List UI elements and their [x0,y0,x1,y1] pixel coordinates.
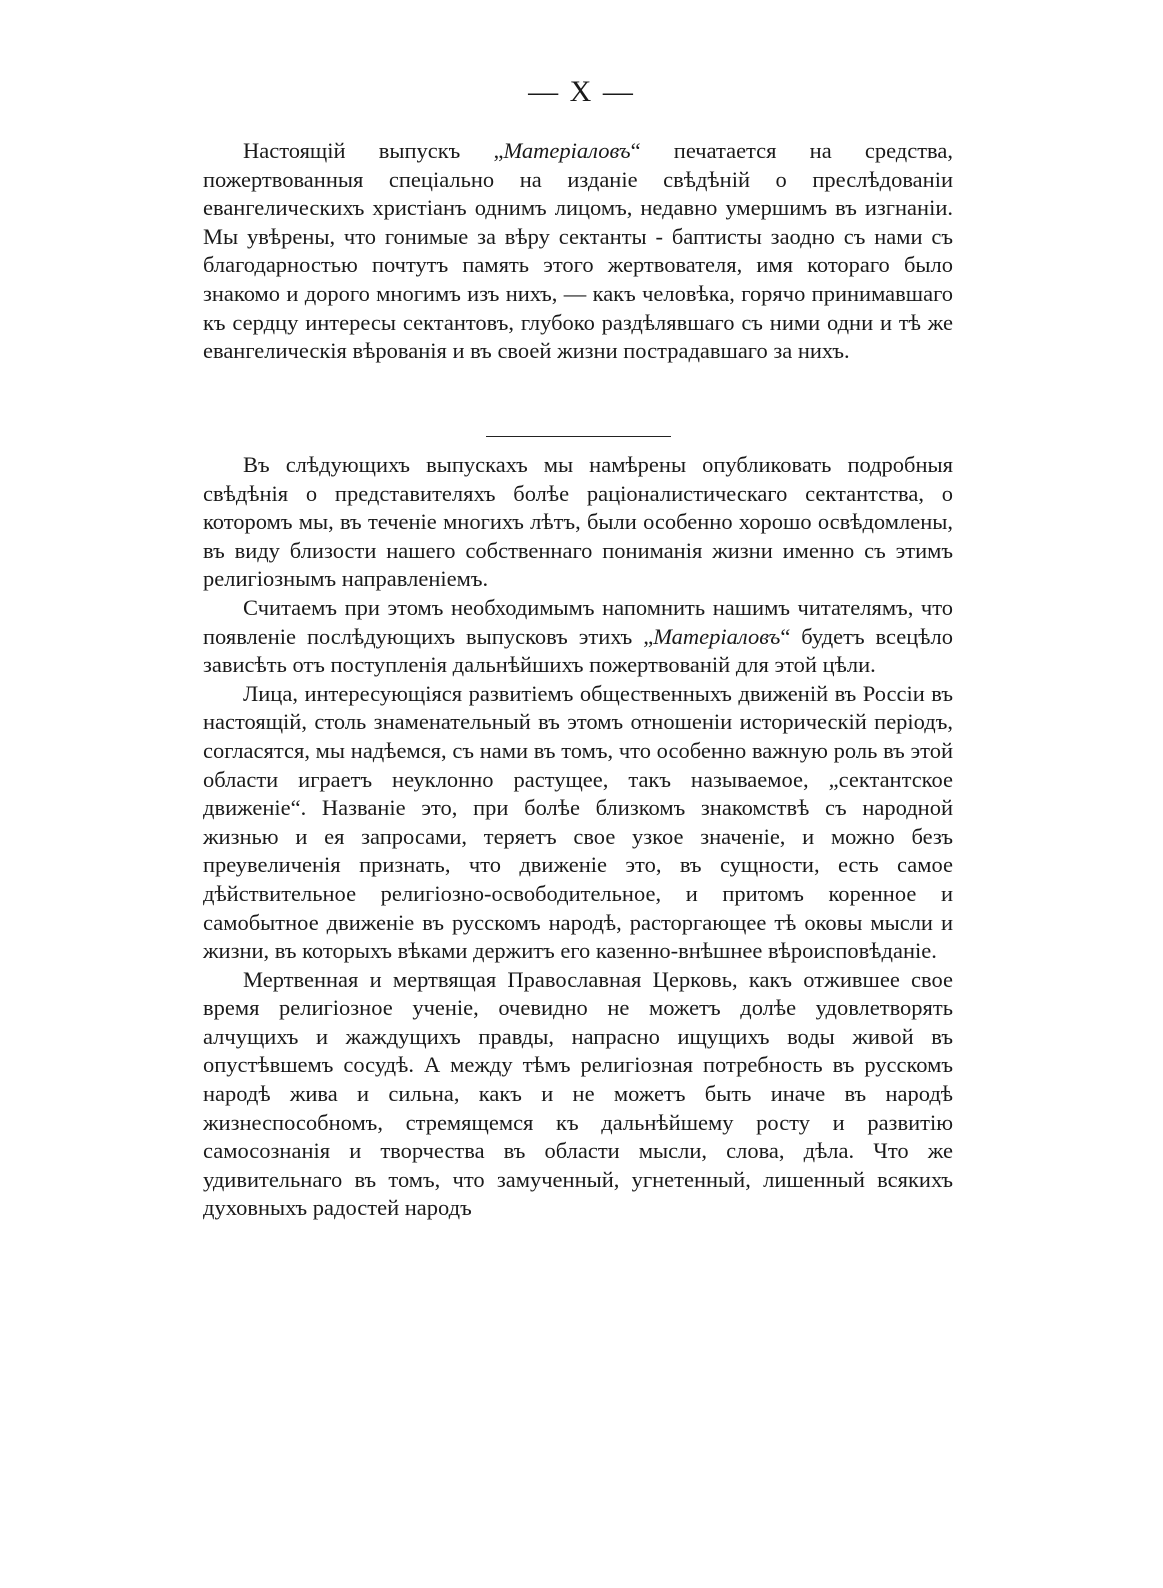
section-divider [486,436,671,437]
paragraph-next-issues: Въ слѣдующихъ выпускахъ мы намѣрены опубликовать подробныя свѣдѣнія о представителяхъ болѣе раціоналистическаго сектантства, о которомъ мы, въ теченіе многихъ лѣтъ, были особенно хорошо освѣдомлены, въ виду близости нашего собственнаго пониманія жизни именно съ этимъ религіознымъ направленіемъ. [203,452,953,592]
paragraph-text: “ печатается на средства, пожертвованныя спеціально на изданіе свѣдѣній о преслѣдованіи евангелическихъ христіанъ однимъ лицомъ, недавно умершимъ въ изгнаніи. Мы увѣрены, что гонимые за вѣру сектанты - баптисты заодно съ нами съ благодарностью почтутъ память этого жертвователя, имя котораго было знакомо и дорого многимъ изъ нихъ, — какъ человѣка, горячо принимавшаго къ сердцу интересы сектантовъ, глубоко раздѣлявшаго съ ними одни и тѣ же евангелическія вѣрованія и въ своей жизни пострадавшаго за нихъ. [203,138,953,364]
text-block-top [203,137,953,366]
paragraph-orthodox-church: Мертвенная и мертвящая Православная Церковь, какъ отжившее свое время религіозное ученіе, очевидно не можетъ долѣе удовлетворять алчущихъ и жаждущихъ правды, напрасно ищущихъ воды живой въ опустѣвшемъ сосудѣ. А между тѣмъ религіозная потребность въ русскомъ народѣ жива и сильна, какъ и не можетъ быть иначе въ народѣ жизнеспособномъ, стремящемся къ дальнѣйшему росту и развитію самосознанія и творчества въ области мысли, слова, дѣла. Что же удивительнаго въ томъ, что замученный, угнетенный, лишенный всякихъ духовныхъ радостей народъ [203,966,953,1221]
paragraph-reminder [203,594,953,680]
text-block-bottom [203,451,953,1223]
italic-title: Матеріаловъ [653,623,781,649]
italic-title: Матеріаловъ [503,138,631,163]
paragraph-text: Считаемъ при этомъ необходимымъ напомнить нашимъ читателямъ, что появленіе послѣдующихъ выпусковъ этихъ „ [203,594,953,649]
paragraph-text: Настоящій выпускъ „ [243,138,504,163]
paragraph-text: “ будетъ всецѣло зависѣть отъ поступленія дальнѣйшихъ пожертвованій для этой цѣли. [203,623,953,678]
page-number: — X — [528,75,635,108]
paragraph-donation [203,137,953,366]
paragraph-sectarian-movement: Лица, интересующіяся развитіемъ общественныхъ движеній въ Россіи въ настоящій, столь знаменательный въ этомъ отношеніи историческій періодъ, согласятся, мы надѣемся, съ нами въ томъ, что особенно важную роль въ этой области играетъ неуклонно растущее, такъ называемое, „сектантское движеніе“. Названіе это, при болѣе близкомъ знакомствѣ съ народной жизнью и ея запросами, теряетъ свое узкое значеніе, и можно безъ преувеличенія признать, что движеніе это, въ сущности, есть самое дѣйствительное религіозно-освободительное, и притомъ коренное и самобытное движеніе въ русскомъ народѣ, расторгающее тѣ оковы мысли и жизни, въ которыхъ вѣками держитъ его казенно-внѣшнее вѣроисповѣданіе. [203,680,953,964]
